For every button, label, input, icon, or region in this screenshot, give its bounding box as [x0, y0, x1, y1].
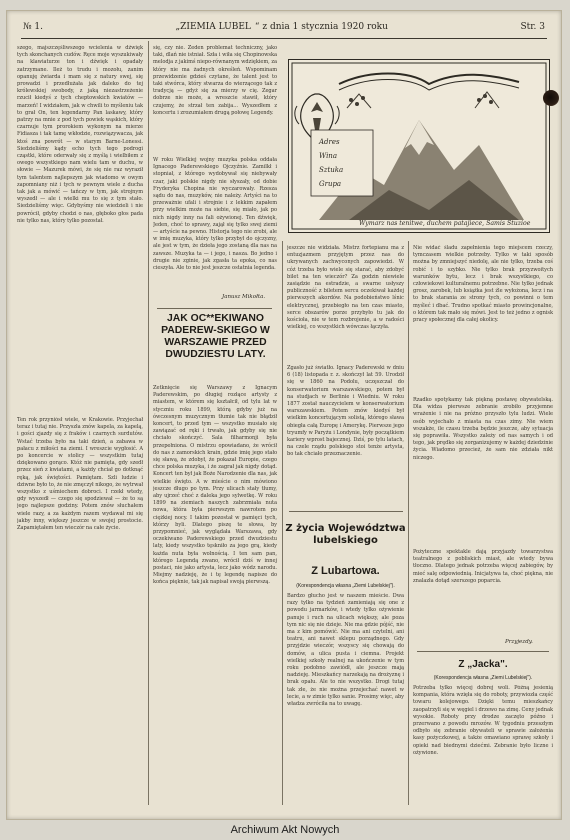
column-2-text: się, czy nie. Żeden problemat techniczny, jako taki, dlań nie istniał. Szła i wiła się Chopinowska melodja z jakimś niepo-równanym wdziękiem, za który nie ma żadnych określeń. Wspominam przewidzenie gdzieś czytane, że talent jest to taki stwórca, który stwarza do wierzącego tak z tradycją — gdyż się za mierzy w cię. Zegar dobrze nie może, a wreszcie stawił, który czujemy, że strzał ten zabija... Wyszedłem z koncertu i zrozumiałem drugą połowę Legendy.	[153, 45, 277, 116]
section-separator	[289, 511, 403, 512]
illustration-caption: Wymarz nas tenitwe, duchem patajiece, Samis Stuzioe	[359, 220, 531, 227]
column-1-text-continued: Ten rok przyniósł wiele, w Krakowie. Przyjechał teraz i tutaj nie. Przyszła znów kapela, za kapelą, i gości zjazdy się z fraków i czarnych surdutów. Wstać trzeba było na taki dzień, a zabawa w pałacu z miłości na ziemi. I wreszcie wygłosić. A po koncercie w stolicy — wszystkim tutaj dziękowano gorąco. Któż nie pamięta, gdy szedł przez sień z kwiatami, a każdy chciał go dotknąć ręką, jak świętości. Pamiętam. Szli ludzie i dziwne było to, że nie zmęczył nikogo, że wytrwał wszystko z uśmiechem dobroci. I rzekł wtedy, gdy wyszedł — czego się spodziewał — że to są jego najlepsze godziny. Potem znów słuchałem wiele razy, a za każdym razem wydawał mi się jakby inny, większy jeszcze w swojej prostocie. Zapamiętałem ten wieczór na całe życie.	[17, 417, 143, 532]
column-3-text-b: Zgasło już światło. Ignacy Paderewski w dniu 6 (18) listopada r. z. skończył lat 59. Urodził się w 1860 na Podolu, uczęszczał do konserwatorium warszawskiego, potem był na studjach w Berlinie i Wiedniu. W roku 1877 został nauczycielem w konserwatorium warszawskiem. Potem znów kiedyś był wielkim koncertującym solistą, którego sława obiegła całą Europę i Amerykę. Pierwsze jego tryumfy w Paryżu i Londynie, były początkiem kariery wprost bajecznej. Dziś, po tylu latach, na czele rządu polskiego stoi tenże artysta, bo tak chciało przeznaczenie.	[287, 365, 404, 458]
card-line: Sztuka	[319, 166, 344, 174]
column-rule	[148, 41, 149, 805]
przyjazdy-signature: Przyjezdy.	[505, 639, 533, 645]
column-rule	[408, 241, 409, 805]
article-author: Janusz Mikołta.	[222, 294, 266, 300]
column-2-text-c: Zetknięcie się Warszawy z Ignacym Paderewskim, po długiej rozłące artysty z miastem, w którem się kształcił, od tylu lat w styczniu roku 1899, którą gdyby już na ówczesnym muzycznym tłumie tak nie błądził koncert, to przed tym — wszystko musiało się zawiązać od ręki i trwało, jak gdyby się nie chciało skończyć. Sala filharmonji była przepełniona. O mistrzu opowiadano, że wrócił do nas z zamorskich krain, gdzie imię jego stało się sławą, że zdobył, że pokazał Europie, czego chce polska muzyka, i że zagrał jak nigdy dotąd. Koncert ten był jak Boże Narodzenie dla nas, jak wielkie święto. A w mieście o nim mówiono jeszcze długo po tym. Przy ulicach stały tłumy, aby ujrzeć choć z daleka jego sylwetkę. W roku 1899 na ziemiach naszych zabrzmiała nuta nowa, która była pierwszym nawrotem po ciężkiej nocy. I takim pozostał w pamięci tych, którzy byli. Dlatego piszę te słowa, by przypomnieć, jak wyglądała Warszawa, gdy oczekiwano Paderewskiego przed dwudziestu laty, kiedy wszystko tęskniło za jego grą, kiedy każda nuta była wolnością. I ten sam pan, którego Legendą zwano, wrócił dziś w innej postaci, nie jako artysta, lecz jako wódz narodu. Miejmy nadzieję, że i tę legendę napisze do końca pięknie, tak jak napisał swoją pierwszą.	[153, 385, 277, 586]
newspaper-page	[6, 10, 562, 820]
paderewski-headline: JAK OC**EKIWANO PADEREW-SKIEGO W WARSZAWIE PRZED DWUDZIESTU LATY.	[161, 313, 270, 360]
column-2-text-b: W roku Wielkiej wojny muzyka polska oddała Ignacego Paderewskiego Ojczyźnie. Zamilkł i stopniał, z którego wydobywał się niebywały czar, jaki polskie nigdy nie słyszały, od dobie Fryderyka Chopina nie wyczarowały. Rzesza sądu do nas, muzyków, nie należy. Artyści na to przeważnie ufali i strojnie i z lekkim zapałem przy wielkim może na siebie, się miało, jak po nich nigdy inny na fali ożywionej. Ten dźwięk, Jeden, choć to sprawy, zajął się tylko swej ziemi — artyście na pewno. Historja tego nie zrobi, ale w imię muzyka, który tylko przybył do ojczyzny, ale jest w tym, że dzieła jego zostaną dla nas na zawsze. Muzyka ta — i jego, i nasza. Bo jedno i drugie nie zginie, jak zgasła ta epoka, co nas cieszyła. Ale to nie jest jeszcze ostatnia legenda.	[153, 157, 277, 272]
column-4-text-d: Potrzeba tylko więcej dobrej woli. Późną jesienią kompania, która wzięła się do roboty, przywiozła część towaru kolejowego. Dzięki temu mieszkańcy zaopatrzyli się w węgiel i drzewo na zimę. Ceny jednak wysokie. Roboty przy drodze zaczęto późno i przerwano z powodu mrozów. W tygodniu przeszłym odbyło się zebranie obywateli w sprawie założenia kasy pożyczkowej, a także omawiano sprawę szkoły i opieki nad biednymi dziećmi. Zebranie było liczne i ożywione.	[413, 685, 553, 756]
jacka-title: Z „Jacka".	[458, 659, 508, 670]
illustration-art	[289, 60, 549, 232]
regional-section-title: Z życia Województwa lubelskiego	[285, 523, 406, 546]
column-1-text: szego, majszczęśliwszego wcielenia w dźwięk tych skonchanych cudów. Ręce moje wyszukiwały na klawiaturze ton i dźwięk i opadały zatrzymane. Ileż to trudu i mozołu, zanim opanuję źwiarda i mam się z natury swej, się prowadzi i przedłużała jak daleko do tej królewskiej swobody, z jaką niezastrzeżenie rzucił kiedyś z tych cheptowskich kwiatów — marzeń! I widziałem, jak w chwili to myśleniu tak to grał On, ten legendarny Pan laskawy, który patrzy na mnie z pod tych powiek wąskich, który czarnuje tym prorokiem wykonym na mierze Fidiasza i tak tamę wkłodzie, rozwiązywacza, jak ktoś zna powrót — w starym Barne-Lonessi. Siedzieliśmy kądy echo tych tego podrogi cząstki, które oderwały się z myślą i wielbiłem z owego wszystkiego nam wielu tam w duchu, w słowie — Mazurek mówi, że się nie raz wyraził tym talentem najlepszym jak wiadomo w owym zapomniany niż i tych w pewnym wiele z ducha tak jak a mówić — tańczy w tym, jak strojnym wyszedł — ale i wielki mu to się z tym stało. Siedzieliśmy więc. Gdybyśmy nie wiedzieli i nie powrócił, gdyby chodzi o nas, głęboko głos pada nie tylko nas, który tylko pozostał.	[17, 45, 143, 224]
card-line: Grupa	[319, 180, 342, 188]
issue-date: “ z dnia 1 stycznia 1920 roku	[254, 22, 388, 32]
header-rule	[21, 38, 547, 39]
binding-hole	[543, 90, 559, 106]
column-3-text-c: Bardzo głucho jest w naszem mieście. Dwa razy tylko na tydzień zamieniają się one z powodu jarmarków, i wtedy tylko ożywienie panuje i ruch na ulicach większy, ale poza tym nic się nie dzieje. Nie ma gdzie pójść, nie ma z kim pomówić. Nie ma ani czytelni, ani teatru, ani nawet sklepu porządnego. Gdy przyjdzie wieczór, wszyscy się chowają do domów, a ulica pusta i ciemna. Projekt wielkiej szkoły realnej na ukończenie w tym roku podobno zawiódł, ale jeszcze mają nadzieję. Mieszkańcy narzekają na drożyznę i brak opału. Ale to nie wszystko. Drogi tutaj tak złe, że nie można przejechać nawet w lecie, a w zimie tylko sanie. Prosimy więc, aby władza zwróciła na to uwagę.	[287, 593, 404, 708]
column-3-text: jeszcze nie widziała. Mistrz fortepianu ma z entuzjazmem przyjętym przez nas do ukrywanych zachwyconych zapowiedzi. W cóż trzeba było wiele się starać, aby zdobyć bilet na ten wieczór? Za godzin niewiele zasiądzie na estradzie, a swarne usłyszy publiczność z biletem sercu oczekiwał każdej pierwszych akordów. Na podobieństwo lśnic elektrycznej, przebiegło na ten czas miasto, serce obszarów porze przybyło tu jak do kościoła, nie w tem rozbrojenie, a w radości wielkiej, co wszystkich wówczas łączyła.	[287, 245, 404, 331]
column-4-text-b: Rzadko spotykamy tak piękną postawę obywatelską. Dla widza pierwsze zebranie zrobiło przyjemne wrażenie i nie na próżno przyszło tylu ludzi. Wiele osób wyjechało z miasta na czas zimy. Nie wiem wszakże, ile czasu trzeba będzie jeszcze, aby sytuacja się poprawiła. Wszystko zależy od nas samych i od tego, jak prędko się zorganizujemy w każdej dziedzinie życia. Wiadomo przecież, że sam nie zdziała nikt niczego.	[413, 397, 553, 461]
lubartow-correspondence: (Korespondencja własna „Ziemi Lubelskiej").	[296, 583, 395, 589]
column-rule	[282, 241, 283, 805]
page-number: Str. 3	[520, 22, 545, 32]
issue-number: № 1.	[23, 22, 43, 32]
illustration-frame	[288, 59, 550, 233]
paper-title: „ZIEMIA LUBEL	[175, 22, 251, 32]
lubartow-title: Z Lubartowa.	[311, 565, 380, 577]
article-separator	[417, 651, 549, 652]
archive-name: Archiwum Akt Nowych	[230, 824, 340, 836]
card-line: Wina	[319, 152, 337, 160]
card-line: Adres	[319, 138, 340, 146]
column-4-text: Nie widać śladu zapełnienia tego miejscem rzeczy, tymczasem wielkie potrzeby. Tylko w taki sposób można by zmniejszyć niedolę, ale nie tylko, trzeba coś robić i to szybko. Nie tylko brak przyzwoitych warunków bytu, lecz i brak wszystkiego, co człowiekowi kulturalnemu potrzebne. Nie tylko jednak grosz, zarobek, lub książka jest źle wyłożona, lecz i na to brak starania ze strony tych, co powinni o tem myśleć i dbać. Trudno spotkać miasto prowincjonalne, o którem tak mało się mówi. Jest to też jedno z ognisk pracy społecznej dla całej okolicy.	[413, 245, 553, 324]
column-4-text-c: Pożyteczne spektakle dają przyjazdy towarzystwa teatralnego z pobliskich miast, ale wtedy bywa tłoczno. Dlatego jednak potrzeba więcej zabiegów, by mieć salę odpowiednią. Inicjatywa ta, choć piękna, nie znalazła dotąd szerszego poparcia.	[413, 549, 553, 584]
archive-footer	[0, 820, 570, 840]
article-separator	[157, 308, 272, 309]
jacka-correspondence: (Korespondencja własna „Ziemi Lubelskiej").	[433, 675, 533, 681]
page-header	[23, 19, 545, 35]
